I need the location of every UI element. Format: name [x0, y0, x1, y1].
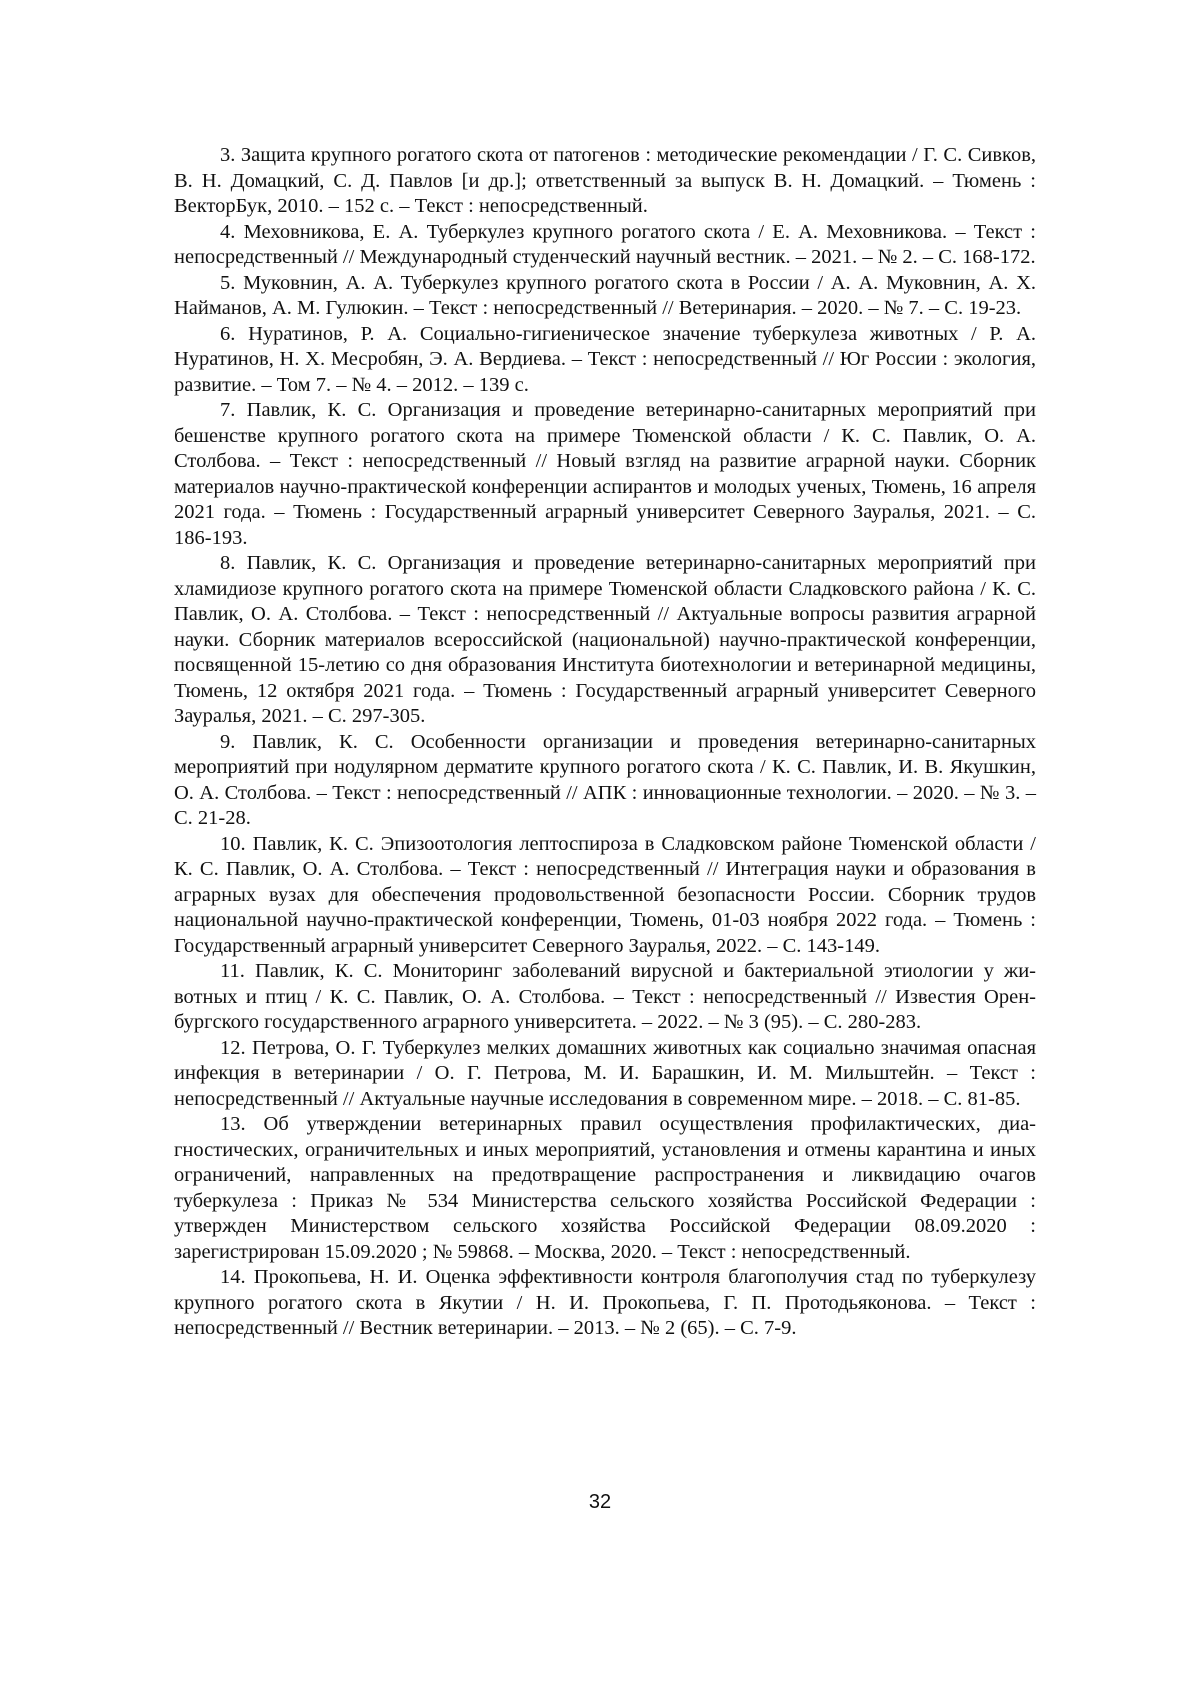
reference-text: Муковнин, А. А. Туберкулез крупного рогатого скота в России / А. А. Муковнин, А. Х. Найманов, А. М. Гулюкин. – Текст : непосредственный // Ветеринария. – 2020. – № 7. – С. 19-23.: [174, 271, 1037, 319]
reference-list: [174, 143, 1036, 1342]
reference-item: [174, 959, 1036, 1036]
reference-text: Павлик, К. С. Организация и проведение ветеринарно-санитарных мероприятий при хламидиозе крупного рогатого скота на примере Тюменской области Сладковского района / К. С. Павлик, О. А. Столбова. – Текст : непосредственный // Актуальные вопросы развития аграрной науки. Сборник материалов всероссийской (национальной) научно-практической конференции, посвященной 15-летию со дня образования Института биотехнологии и ветеринарной медицины, Тюмень, 12 октября 2021 года. – Тюмень : Государственный аграрный университет Северного Зауралья, 2021. – С. 297-305.: [174, 552, 1037, 727]
reference-text: Об утверждении ветеринарных правил осуществления профилактических, диагностических, ограничительных и иных мероприятий, установления и отмены карантина и иных ограничений, направленных на предотвращение распространения и ликвидацию очагов туберкулеза : Приказ № 534 Министерства сельского хозяйства Российской Федерации : утвержден Министерством сельского хозяйства Российской Федерации 08.09.2020 : зарегистрирован 15.09.2020 ; № 59868. – Москва, 2020. – Текст : непосредственный.: [174, 1113, 1036, 1263]
reference-item: [174, 271, 1036, 322]
reference-item: [174, 730, 1036, 832]
reference-text: Павлик, К. С. Мониторинг заболеваний вирусной и бактериальной этиологии у животных и птиц / К. С. Павлик, О. А. Столбова. – Текст : непосредственный // Известия Оренбургского государственного аграрного университета. – 2022. – № 3 (95). – С. 280-283.: [174, 960, 1036, 1033]
reference-item: [174, 143, 1036, 220]
reference-item: [174, 322, 1036, 399]
reference-number: 14.: [220, 1266, 246, 1288]
page-number: 32: [588, 1491, 612, 1513]
reference-number: 13.: [220, 1113, 246, 1135]
reference-item: [174, 398, 1036, 551]
reference-text: Павлик, К. С. Эпизоотология лептоспироза в Сладковском районе Тюменской области / К. С. Павлик, О. А. Столбова. – Текст : непосредственный // Интеграция науки и образования в аграрных вузах для обеспечения продовольственной безопасности России. Сборник трудов национальной научно-практической конференции, Тюмень, 01-03 ноября 2022 года. – Тюмень : Государственный аграрный университет Северного Зауралья, 2022. – С. 143-149.: [174, 832, 1037, 957]
reference-text: Павлик, К. С. Организация и проведение ветеринарно-санитарных мероприятий при бешенстве крупного рогатого скота на примере Тюменской области / К. С. Павлик, О. А. Столбова. – Текст : непосредственный // Новый взгляд на развитие аграрной науки. Сборник материалов научно-практической конференции аспирантов и молодых ученых, Тюмень, 16 апреля 2021 года. – Тюмень : Государственный аграрный университет Северного Зауралья, 2021. – С. 186-193.: [174, 399, 1037, 549]
reference-number: 4.: [220, 220, 236, 243]
reference-text: Защита крупного рогатого скота от патогенов : методические рекомендации / Г. С. Сивков, В. Н. Домацкий, С. Д. Павлов [и др.]; ответственный за выпуск В. Н. Домацкий. – Тюмень : ВекторБук, 2010. – 152 с. – Текст : непосредственный.: [174, 144, 1037, 217]
reference-text: Прокопьева, Н. И. Оценка эффективности контроля благополучия стад по туберкулезу крупного рогатого скота в Якутии / Н. И. Прокопьева, Г. П. Протодьяконова. – Текст : непосредственный // Вестник ветеринарии. – 2013. – № 2 (65). – С. 7-9.: [174, 1266, 1036, 1339]
reference-number: 10.: [220, 832, 246, 855]
reference-number: 5.: [220, 271, 236, 294]
reference-number: 7.: [220, 399, 236, 421]
reference-item: [174, 832, 1036, 960]
reference-text: Павлик, К. С. Особенности организации и проведения ветеринарно-санитарных мероприятий при нодулярном дерматите крупного рогатого скота / К. С. Павлик, И. В. Якушкин, О. А. Столбова. – Текст : непосредственный // АПК : инновационные технологии. – 2020. – № 3. – С. 21-28.: [174, 730, 1036, 829]
reference-item: [174, 220, 1036, 271]
reference-item: [174, 551, 1036, 730]
reference-number: 12.: [220, 1036, 246, 1059]
reference-number: 8.: [220, 552, 236, 574]
reference-item: [174, 1036, 1036, 1113]
reference-number: 6.: [220, 322, 236, 345]
reference-text: Меховникова, Е. А. Туберкулез крупного рогатого скота / Е. А. Меховникова. – Текст : непосредственный // Международный студенческий научный вестник. – 2021. – № 2. – С. 168-172.: [174, 220, 1036, 268]
reference-text: Нуратинов, Р. А. Социально-гигиеническое значение туберкулеза животных / Р. А. Нуратинов, Н. Х. Месробян, Э. А. Вердиева. – Текст : непосредственный // Юг России : экология, развитие. – Том 7. – № 4. – 2012. – 139 с.: [174, 322, 1036, 396]
reference-item: [174, 1265, 1036, 1342]
reference-number: 9.: [220, 730, 236, 753]
reference-number: 3.: [220, 144, 236, 166]
reference-number: 11.: [220, 960, 245, 982]
reference-text: Петрова, О. Г. Туберкулез мелких домашних животных как социально значимая опасная инфекция в ветеринарии / О. Г. Петрова, М. И. Барашкин, И. М. Мильштейн. – Текст : непосредственный // Актуальные научные исследования в современном мире. – 2018. – С. 81-85.: [174, 1036, 1036, 1110]
reference-item: [174, 1112, 1036, 1265]
